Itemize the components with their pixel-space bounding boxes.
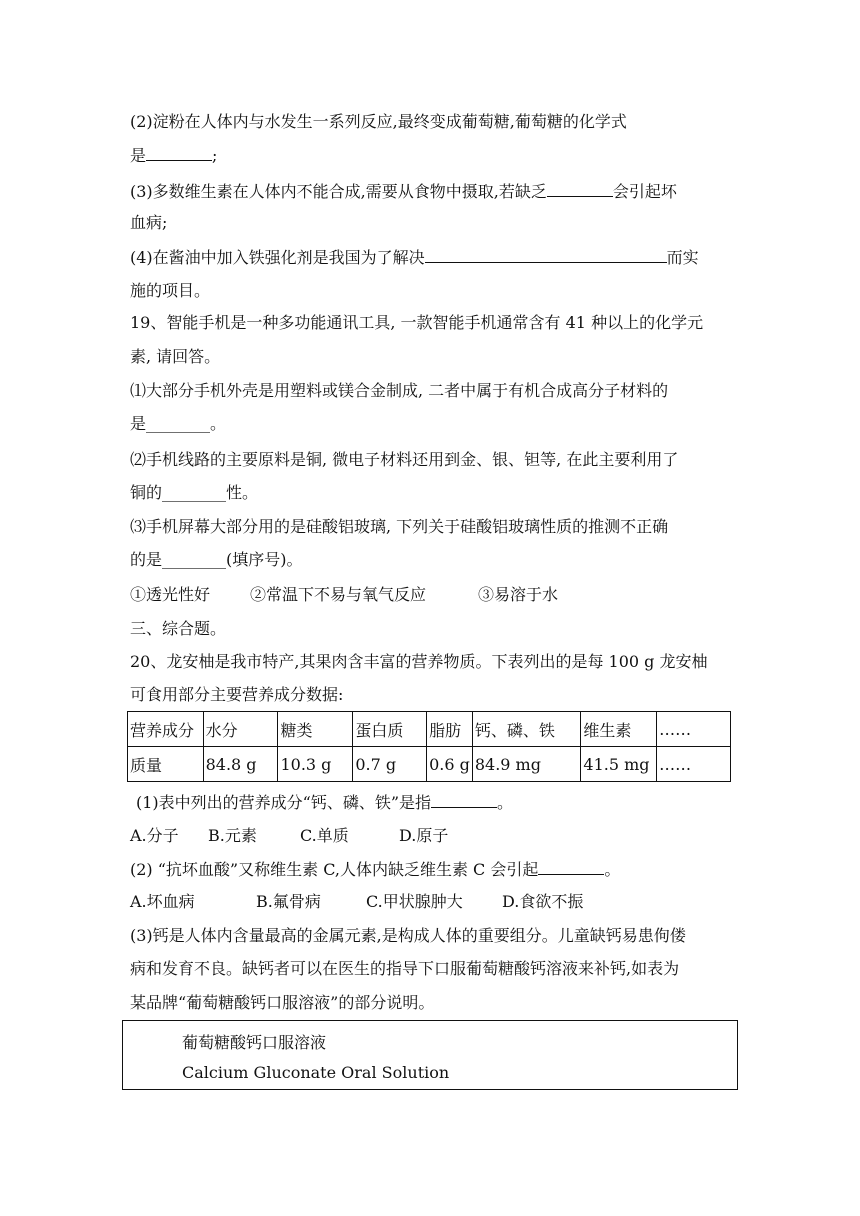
- table-cell: 蛋白质: [353, 712, 427, 747]
- table-cell: 10.3 g: [278, 747, 353, 782]
- table-cell: 营养成分: [128, 712, 204, 747]
- q20-part2: (2) “抗坏血酸”又称维生素 C,人体内缺乏维生素 C 会引起 。: [130, 860, 621, 879]
- q18-part3-line2: 血病;: [130, 213, 168, 232]
- q20-part1-option-d: D.原子: [399, 826, 449, 845]
- table-cell: 41.5 mg: [581, 747, 657, 782]
- q20-part1: (1)表中列出的营养成分“钙、磷、铁”是指 。: [136, 793, 514, 812]
- section-heading: 三、综合题。: [130, 619, 227, 638]
- answer-blank[interactable]: [146, 144, 212, 161]
- q19-stem-line2: 素, 请回答。: [130, 347, 221, 366]
- q20-part2-option-a: A.坏血病: [130, 892, 195, 911]
- q20-part2-option-b: B.氟骨病: [256, 892, 321, 911]
- q18-part2-line1: (2)淀粉在人体内与水发生一系列反应,最终变成葡萄糖,葡萄糖的化学式: [130, 112, 627, 131]
- q19-option-3: ③易溶于水: [478, 585, 559, 604]
- answer-blank[interactable]: [431, 791, 497, 808]
- table-row: [128, 747, 731, 782]
- q20-part1-option-b: B.元素: [208, 826, 257, 845]
- q18-part4-line1: (4)在酱油中加入铁强化剂是我国为了解决 而实: [130, 248, 699, 267]
- table-cell: 钙、磷、铁: [472, 712, 581, 747]
- nutrition-table: [127, 711, 731, 782]
- answer-blank[interactable]: [538, 858, 604, 875]
- table-header-row: [128, 712, 731, 747]
- q18-part2-line2: 是 ;: [130, 146, 218, 165]
- q20-part2-option-d: D.食欲不振: [502, 892, 584, 911]
- q20-part3-line1: (3)钙是人体内含量最高的金属元素,是构成人体的重要组分。儿童缺钙易患佝偻: [130, 926, 686, 945]
- product-label-box: [122, 1020, 738, 1090]
- table-cell: 84.9 mg: [472, 747, 581, 782]
- product-name-en: Calcium Gluconate Oral Solution: [182, 1063, 450, 1082]
- q19-option-1: ①透光性好: [130, 585, 211, 604]
- q18-part4-line2: 施的项目。: [130, 281, 211, 300]
- product-name-cn: 葡萄糖酸钙口服溶液: [182, 1033, 327, 1052]
- q20-part3-line2: 病和发育不良。缺钙者可以在医生的指导下口服葡萄糖酸钙溶液来补钙,如表为: [130, 959, 680, 978]
- q20-part1-option-a: A.分子: [130, 826, 179, 845]
- q19-part3-line1: ⑶手机屏幕大部分用的是硅酸铝玻璃, 下列关于硅酸铝玻璃性质的推测不正确: [130, 517, 669, 536]
- q20-part2-option-c: C.甲状腺肿大: [366, 892, 463, 911]
- q19-part2-line1: ⑵手机线路的主要原料是铜, 微电子材料还用到金、银、钽等, 在此主要利用了: [130, 450, 679, 469]
- q19-option-2: ②常温下不易与氧气反应: [250, 585, 427, 604]
- table-cell: 水分: [203, 712, 278, 747]
- table-cell: 84.8 g: [203, 747, 278, 782]
- q20-part1-option-c: C.单质: [300, 826, 349, 845]
- q19-part1-line2: 是________。: [130, 414, 227, 433]
- table-cell: ……: [657, 712, 731, 747]
- table-cell: 脂肪: [427, 712, 473, 747]
- table-cell: 糖类: [278, 712, 353, 747]
- q19-part1-line1: ⑴大部分手机外壳是用塑料或镁合金制成, 二者中属于有机合成高分子材料的: [130, 381, 669, 400]
- table-cell: 0.7 g: [353, 747, 427, 782]
- table-cell: 质量: [128, 747, 204, 782]
- answer-blank[interactable]: [547, 180, 613, 197]
- table-cell: 0.6 g: [427, 747, 473, 782]
- q19-stem-line1: 19、智能手机是一种多功能通讯工具, 一款智能手机通常含有 41 种以上的化学元: [130, 313, 704, 332]
- q20-stem-line1: 20、龙安柚是我市特产,其果肉含丰富的营养物质。下表列出的是每 100 g 龙安柚: [130, 652, 708, 671]
- table-cell: ……: [657, 747, 731, 782]
- q19-part3-line2: 的是________(填序号)。: [130, 550, 303, 569]
- q20-part3-line3: 某品牌“葡萄糖酸钙口服溶液”的部分说明。: [130, 993, 435, 1012]
- q18-part3-line1: (3)多数维生素在人体内不能合成,需要从食物中摄取,若缺乏 会引起坏: [130, 182, 677, 201]
- table-cell: 维生素: [581, 712, 657, 747]
- q19-part2-line2: 铜的________性。: [130, 483, 259, 502]
- q20-stem-line2: 可食用部分主要营养成分数据:: [130, 685, 344, 704]
- answer-blank[interactable]: [425, 246, 667, 263]
